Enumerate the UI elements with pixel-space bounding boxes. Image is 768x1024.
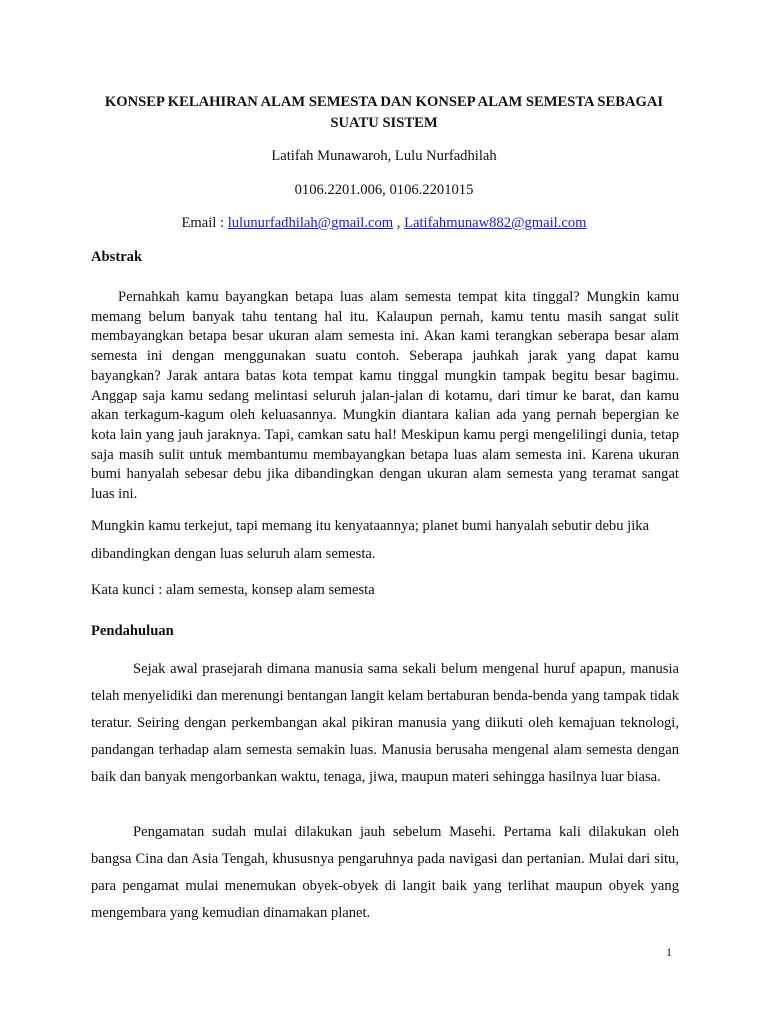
abstract-closing-paragraph: Mungkin kamu terkejut, tapi memang itu kenyataannya; planet bumi hanyalah sebutir debu jika dibandingkan dengan luas seluruh alam semesta. <box>91 518 650 562</box>
abstract-heading: Abstrak <box>91 249 143 265</box>
student-ids: 0106.2201.006, 0106.2201015 <box>294 182 474 198</box>
email-link-1[interactable]: lulunurfadhilah@gmail.com <box>227 215 394 231</box>
introduction-heading: Pendahuluan <box>91 623 174 639</box>
email-separator: , <box>396 215 401 231</box>
email-link-2[interactable]: Latifahmunaw882@gmail.com <box>404 215 587 231</box>
document-title: KONSEP KELAHIRAN ALAM SEMESTA DAN KONSEP ALAM SEMESTA SEBAGAI SUATU SISTEM <box>104 94 664 131</box>
page-number: 1 <box>666 945 672 959</box>
email-line <box>85 213 683 233</box>
introduction-paragraph-2: Pengamatan sudah mulai dilakukan jauh sebelum Masehi. Pertama kali dilakukan oleh bangsa Cina dan Asia Tengah, khususnya pengaruhnya pada navigasi dan pertanian. Mulai dari situ, para pengamat mulai menemukan obyek-obyek di langit baik yang terlihat maupun obyek yang mengembara yang kemudian dinamakan planet. <box>91 824 679 921</box>
email-label: Email : <box>181 215 225 231</box>
introduction-paragraph-1: Sejak awal prasejarah dimana manusia sama sekali belum mengenal huruf apapun, manusia telah menyelidiki dan merenungi bentangan langit kelam bertaburan benda-benda yang tampak tidak teratur. Seiring dengan perkembangan akal pikiran manusia yang diikuti oleh kemajuan teknologi, pandangan terhadap alam semesta semakin luas. Manusia berusaha mengenal alam semesta dengan baik dan banyak mengorbankan waktu, tenaga, jiwa, maupun materi sehingga hasilnya luar biasa. <box>91 661 679 785</box>
abstract-paragraph: Pernahkah kamu bayangkan betapa luas alam semesta tempat kita tinggal? Mungkin kamu memang belum banyak tahu tentang hal itu. Kalaupun pernah, kamu tentu masih sangat sulit membayangkan betapa besar ukuran alam semesta ini. Akan kami terangkan seberapa besar alam semesta ini dengan menggunakan suatu contoh. Seberapa jauhkah jarak yang dapat kamu bayangkan? Jarak antara batas kota tempat kamu tinggal mungkin tampak begitu besar bagimu. Anggap saja kamu sedang melintasi seluruh jalan-jalan di kotamu, dari timur ke barat, dan kamu akan terkagum-kagum oleh keluasannya. Mungkin diantara kalian ada yang pernah bepergian ke kota lain yang jauh jaraknya. Tapi, camkan satu hal! Meskipun kamu pergi mengelilingi dunia, tetap saja masih sulit untuk membantumu membayangkan betapa luas alam semesta ini. Karena ukuran bumi hanyalah sebesar debu jika dibandingkan dengan ukuran alam semesta yang teramat sangat luas ini. <box>91 289 679 503</box>
keywords: Kata kunci : alam semesta, konsep alam semesta <box>91 582 375 598</box>
authors: Latifah Munawaroh, Lulu Nurfadhilah <box>271 148 497 164</box>
